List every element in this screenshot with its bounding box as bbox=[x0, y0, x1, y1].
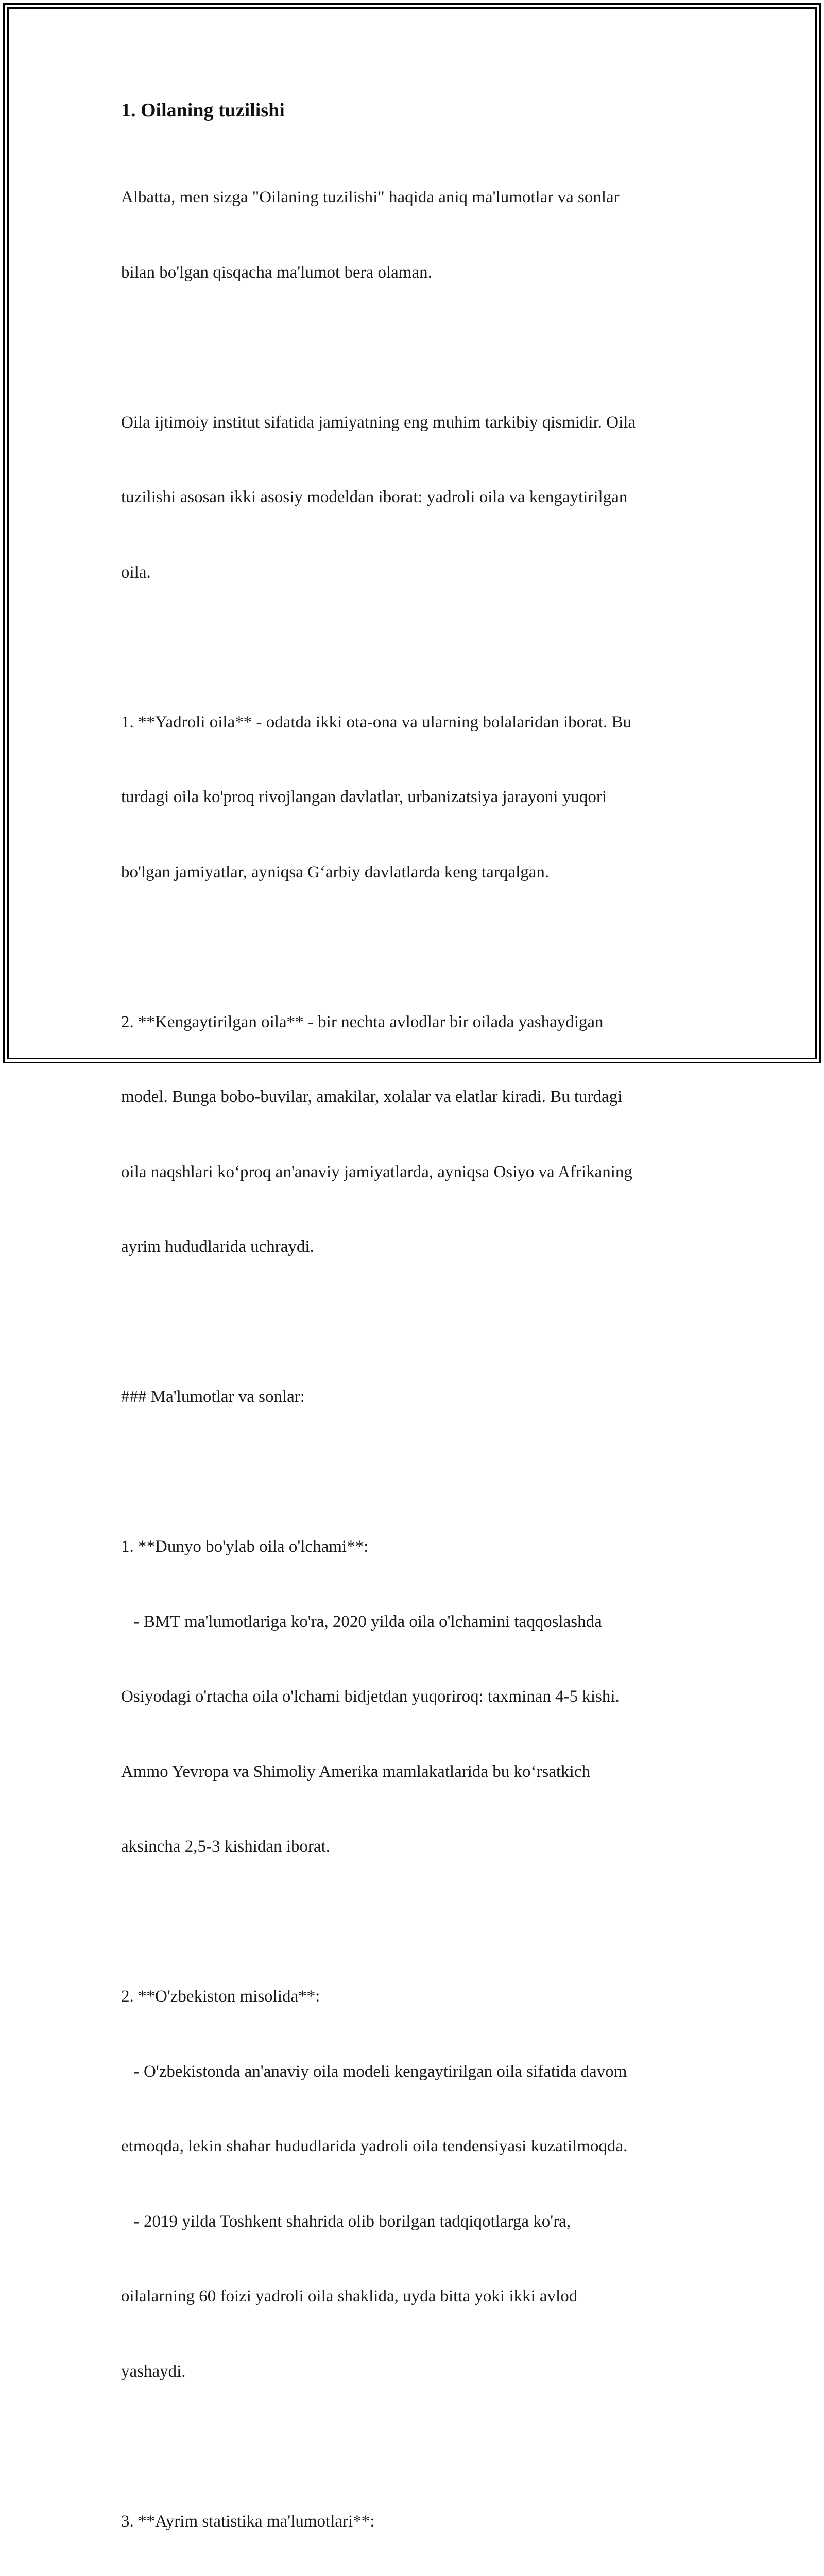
text-line: 2. **Kengaytirilgan oila** - bir nechta avlodlar bir oilada yashaydigan bbox=[121, 1010, 713, 1035]
text-line: ayrim hududlarida uchraydi. bbox=[121, 1234, 713, 1260]
text-line: 1. **Yadroli oila** - odatda ikki ota-ona va ularning bolalaridan iborat. Bu bbox=[121, 710, 713, 735]
list-item-nuclear-family bbox=[121, 660, 713, 935]
text-line: bo'lgan jamiyatlar, ayniqsa G‘arbiy davlatlarda keng tarqalgan. bbox=[121, 860, 713, 885]
list-item-world-family-size bbox=[121, 1484, 713, 1909]
text-line: - 2019 yilda Toshkent shahrida olib borilgan tadqiqotlarga ko'ra, bbox=[121, 2209, 713, 2234]
text-line: bilan bo'lgan qisqacha ma'lumot bera olaman. bbox=[121, 260, 713, 285]
text-line: 1. **Dunyo bo'ylab oila o'lchami**: bbox=[121, 1534, 713, 1560]
text-line: 2. **O'zbekiston misolida**: bbox=[121, 1984, 713, 2009]
text-line: Ammo Yevropa va Shimoliy Amerika mamlakatlarida bu ko‘rsatkich bbox=[121, 1759, 713, 1785]
text-line: 3. **Ayrim statistika ma'lumotlari**: bbox=[121, 2509, 713, 2534]
text-line: tuzilishi asosan ikki asosiy modeldan iborat: yadroli oila va kengaytirilgan bbox=[121, 485, 713, 510]
text-line: yashaydi. bbox=[121, 2359, 713, 2384]
text-line: turdagi oila ko'proq rivojlangan davlatlar, urbanizatsiya jarayoni yuqori bbox=[121, 785, 713, 810]
text-line: etmoqda, lekin shahar hududlarida yadroli oila tendensiyasi kuzatilmoqda. bbox=[121, 2134, 713, 2159]
text-line: model. Bunga bobo-buvilar, amakilar, xolalar va elatlar kiradi. Bu turdagi bbox=[121, 1084, 713, 1110]
paragraph-definition bbox=[121, 360, 713, 635]
subheading-data bbox=[121, 1334, 713, 1460]
text-line: Osiyodagi o'rtacha oila o'lchami bidjetdan yuqoriroq: taxminan 4-5 kishi. bbox=[121, 1684, 713, 1709]
section-title: 1. Oilaning tuzilishi bbox=[121, 96, 713, 125]
text-line: Albatta, men sizga "Oilaning tuzilishi" haqida aniq ma'lumotlar va sonlar bbox=[121, 185, 713, 210]
text-line: - O'zbekistonda an'anaviy oila modeli kengaytirilgan oila sifatida davom bbox=[121, 2059, 713, 2084]
document-body bbox=[121, 96, 713, 2576]
list-item-uzbekistan-example bbox=[121, 1934, 713, 2434]
paragraph-intro bbox=[121, 135, 713, 335]
list-item-statistics bbox=[121, 2459, 713, 2576]
list-item-extended-family bbox=[121, 960, 713, 1310]
text-line: Oila ijtimoiy institut sifatida jamiyatning eng muhim tarkibiy qismidir. Oila bbox=[121, 410, 713, 435]
text-line: oila. bbox=[121, 560, 713, 585]
text-line: ### Ma'lumotlar va sonlar: bbox=[121, 1384, 713, 1410]
text-line: oilalarning 60 foizi yadroli oila shaklida, uyda bitta yoki ikki avlod bbox=[121, 2284, 713, 2309]
text-line: aksincha 2,5-3 kishidan iborat. bbox=[121, 1834, 713, 1859]
text-line: - BMT ma'lumotlariga ko'ra, 2020 yilda oila o'lchamini taqqoslashda bbox=[121, 1609, 713, 1635]
text-line: oila naqshlari ko‘proq an'anaviy jamiyatlarda, ayniqsa Osiyo va Afrikaning bbox=[121, 1160, 713, 1185]
